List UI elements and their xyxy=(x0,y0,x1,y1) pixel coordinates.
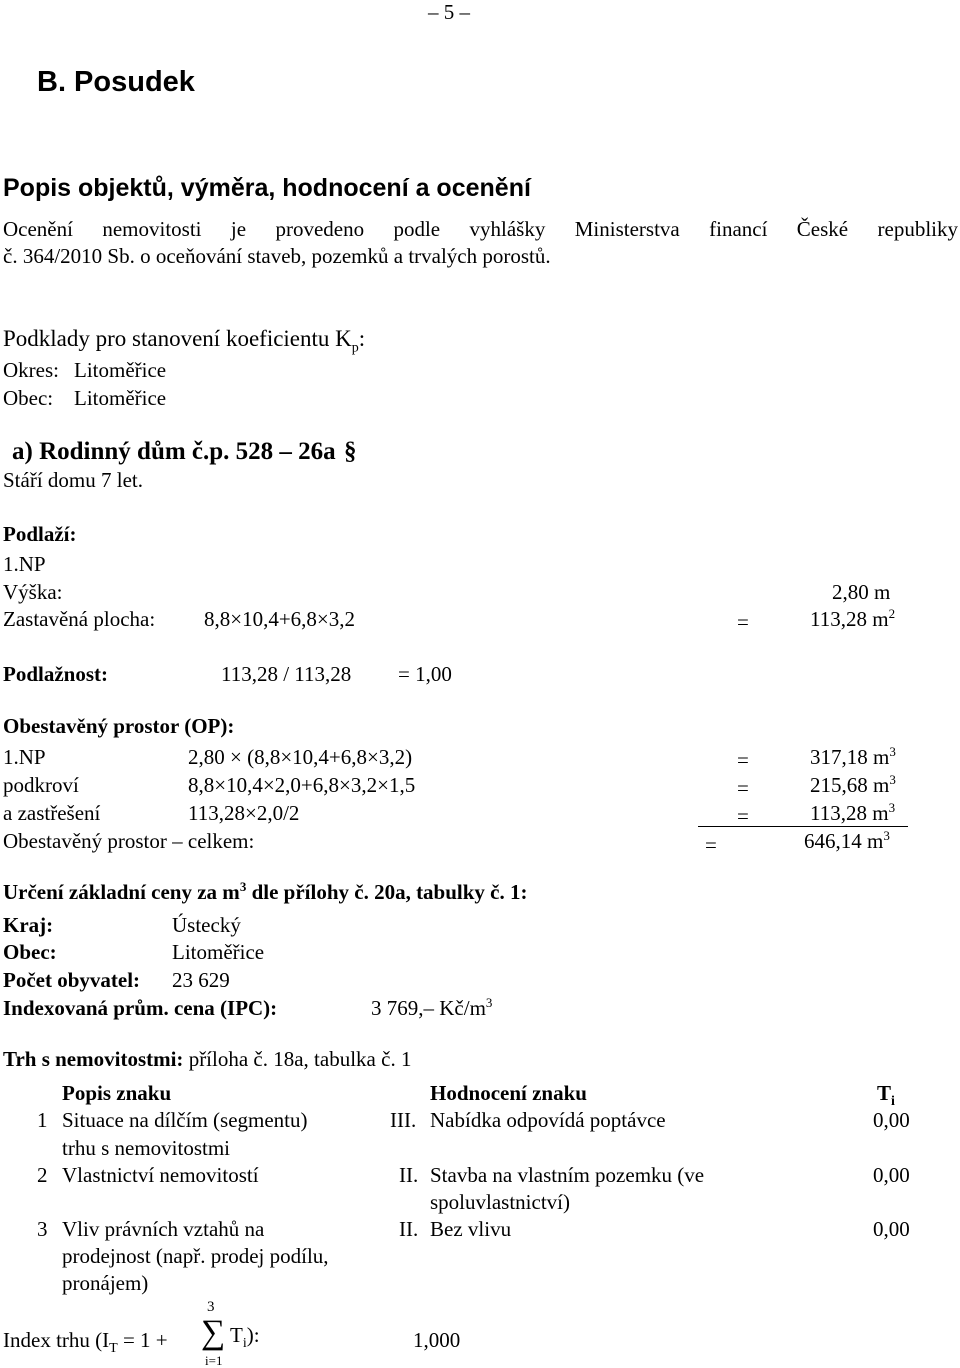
total-divider xyxy=(698,826,908,827)
index-label-b: = 1 + xyxy=(117,1328,168,1352)
op-label: Obestavěný prostor (OP): xyxy=(3,714,235,738)
pocet-value: 23 629 xyxy=(172,968,230,992)
sum-term-sub: i xyxy=(242,1336,247,1352)
section-title: B. Posudek xyxy=(37,66,195,98)
market-row-grade: II. xyxy=(399,1217,419,1241)
intro-line-1: Ocenění nemovitosti je provedeno podle vyhlášky Ministerstva financí České republiky xyxy=(3,217,958,241)
op-row-name: a zastřešení xyxy=(3,801,101,825)
op-row-value-text: 113,28 m xyxy=(810,801,889,825)
market-row-popis: prodejnost (např. prodej podílu, xyxy=(62,1244,329,1268)
op-total-sup: 3 xyxy=(883,828,890,843)
floors-label: Podlaží: xyxy=(3,522,77,546)
sum-term xyxy=(230,1323,260,1352)
market-row-hodnoceni: Stavba na vlastním pozemku (ve xyxy=(430,1163,705,1187)
col-t-text: T xyxy=(877,1081,892,1105)
market-row-popis: Situace na dílčím (segmentu) xyxy=(62,1108,308,1132)
ipc-sup: 3 xyxy=(485,995,493,1010)
area-formula: 8,8×10,4+6,8×3,2 xyxy=(204,607,356,631)
podlaznost-label: Podlažnost: xyxy=(3,662,108,686)
area-label: Zastavěná plocha: xyxy=(3,607,156,631)
building-title: a) Rodinný dům č.p. 528 – 26a xyxy=(12,438,336,465)
market-row-hodnoceni: spoluvlastnictví) xyxy=(430,1190,570,1214)
op-row-eq: = xyxy=(737,776,749,800)
col-hodnoceni: Hodnocení znaku xyxy=(430,1081,587,1105)
op-row-eq: = xyxy=(737,804,749,828)
kraj-value: Ústecký xyxy=(172,913,241,937)
market-row-hodnoceni: Nabídka odpovídá poptávce xyxy=(430,1108,666,1132)
ipc-value-text: 3 769,– Kč/m xyxy=(371,996,486,1020)
base-price-heading xyxy=(3,879,528,904)
okres-value: Litoměřice xyxy=(74,358,167,382)
sum-term-text: T xyxy=(230,1323,243,1347)
kp-obec-label: Obec: xyxy=(3,386,54,410)
base-price-heading-sup: 3 xyxy=(239,879,247,894)
market-row-popis: Vliv právních vztahů na xyxy=(62,1217,265,1241)
market-heading xyxy=(3,1049,411,1070)
kp-obec-value: Litoměřice xyxy=(74,386,167,410)
page-number: – 5 – xyxy=(428,0,470,24)
market-row-no: 2 xyxy=(37,1163,48,1187)
area-value-text: 113,28 m xyxy=(810,607,889,631)
height-label: Výška: xyxy=(3,580,63,604)
section-mark: § xyxy=(344,438,357,465)
op-total-value xyxy=(804,828,890,853)
index-value: 1,000 xyxy=(413,1328,461,1352)
market-row-popis: pronájem) xyxy=(62,1271,149,1295)
op-row-value xyxy=(810,800,896,825)
market-row-value: 0,00 xyxy=(873,1163,910,1187)
pocet-label: Počet obyvatel: xyxy=(3,968,141,992)
sum-close: ): xyxy=(246,1323,260,1347)
area-eq: = xyxy=(737,610,749,634)
floor-name: 1.NP xyxy=(3,552,46,576)
market-row-no: 1 xyxy=(37,1108,48,1132)
kp-heading-colon: : xyxy=(358,326,366,351)
market-heading-rest: příloha č. 18a, tabulka č. 1 xyxy=(183,1047,412,1071)
op-row-value xyxy=(810,772,896,797)
op-row-value xyxy=(810,744,896,769)
op-row-name: 1.NP xyxy=(3,745,46,769)
market-row-value: 0,00 xyxy=(873,1108,910,1132)
bp-obec-label: Obec: xyxy=(3,940,57,964)
market-heading-bold: Trh s nemovitostmi: xyxy=(3,1047,184,1071)
index-label xyxy=(3,1328,168,1357)
market-row-popis: Vlastnictví nemovitostí xyxy=(62,1163,259,1187)
market-row-grade: II. xyxy=(399,1163,419,1187)
market-row-grade: III. xyxy=(390,1108,417,1132)
sum-upper: 3 xyxy=(207,1299,215,1315)
col-t-sub: i xyxy=(891,1094,895,1110)
op-row-formula: 113,28×2,0/2 xyxy=(188,801,300,825)
op-row-sup: 3 xyxy=(889,772,896,787)
op-row-value-text: 317,18 m xyxy=(810,745,890,769)
sum-symbol: ∑ xyxy=(201,1314,226,1351)
podlaznost-result: = 1,00 xyxy=(398,662,452,686)
base-price-heading-b: dle přílohy č. 20a, tabulky č. 1: xyxy=(246,880,528,904)
op-total-label: Obestavěný prostor – celkem: xyxy=(3,829,255,853)
kraj-label: Kraj: xyxy=(3,913,54,937)
market-row-popis: trhu s nemovitostmi xyxy=(62,1136,230,1160)
ipc-label: Indexovaná prům. cena (IPC): xyxy=(3,996,278,1020)
base-price-heading-a: Určení základní ceny za m xyxy=(3,880,240,904)
op-row-sup: 3 xyxy=(888,800,896,815)
page-heading: Popis objektů, výměra, hodnocení a ocenění xyxy=(3,174,531,202)
intro-line-2: č. 364/2010 Sb. o oceňování staveb, pozemků a trvalých porostů. xyxy=(3,244,551,268)
market-row-no: 3 xyxy=(37,1217,48,1241)
kp-heading xyxy=(3,326,366,356)
area-unit-sup: 2 xyxy=(888,606,896,621)
area-value xyxy=(810,606,896,631)
podlaznost-formula: 113,28 / 113,28 xyxy=(221,662,352,686)
op-total-value-text: 646,14 m xyxy=(804,829,884,853)
op-row-formula: 8,8×10,4×2,0+6,8×3,2×1,5 xyxy=(188,773,416,797)
market-row-hodnoceni: Bez vlivu xyxy=(430,1217,512,1241)
index-label-sub: T xyxy=(109,1341,118,1357)
col-t xyxy=(877,1081,895,1110)
op-total-eq: = xyxy=(705,833,717,857)
op-row-name: podkroví xyxy=(3,773,79,797)
building-age: Stáří domu 7 let. xyxy=(3,468,143,492)
market-row-value: 0,00 xyxy=(873,1217,910,1241)
okres-label: Okres: xyxy=(3,358,59,382)
kp-heading-sub: p xyxy=(351,340,359,356)
col-popis: Popis znaku xyxy=(62,1081,172,1105)
op-row-value-text: 215,68 m xyxy=(810,773,890,797)
kp-heading-text: Podklady pro stanovení koeficientu K xyxy=(3,326,352,351)
ipc-value xyxy=(371,995,493,1020)
index-label-a: Index trhu (I xyxy=(3,1328,110,1352)
bp-obec-value: Litoměřice xyxy=(172,940,265,964)
sum-lower: i=1 xyxy=(205,1353,223,1368)
height-value: 2,80 m xyxy=(832,580,891,604)
op-row-sup: 3 xyxy=(889,744,896,759)
op-row-eq: = xyxy=(737,748,749,772)
op-row-formula: 2,80 × (8,8×10,4+6,8×3,2) xyxy=(188,745,413,769)
